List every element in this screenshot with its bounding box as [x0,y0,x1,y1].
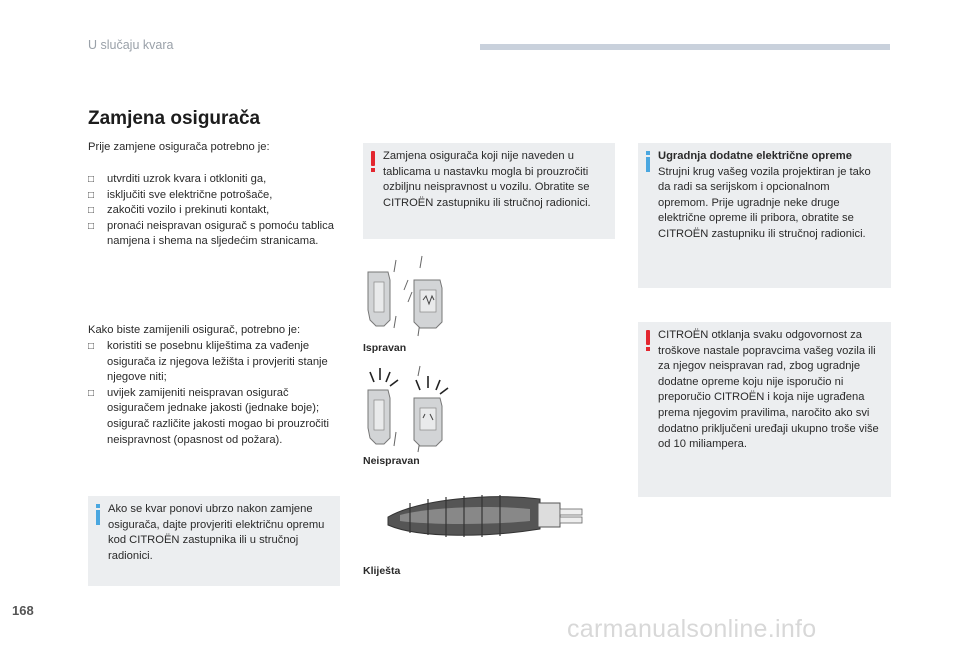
fuse-ok-illustration [362,250,462,340]
info-box-text: Ako se kvar ponovi ubrzo nakon zamjene osigurača, dajte provjeriti električnu opremu kod CITROËN zastupnika ili u stručnoj radionici. [108,503,325,562]
info-box [88,496,340,586]
caption-bad: Neispravan [363,455,420,467]
warning-box-text: CITROËN otklanja svaku odgovornost za troškove nastale popravcima vašeg vozila ili za njegov neispravan rad, zbog ugradnje dodatne opreme koju nije isporučio ni preporučio CITROËN i koja nije ugrađena prema njegovim pravilima, naročito ako svi dodatno priključeni uređaji ukupno troše više od 10 miliampera. [658,329,879,451]
warning-box [363,143,615,239]
warning-icon [645,330,651,351]
list-item: □ koristiti se posebnu kliještima za vađenje osigurača iz njegova ležišta i provjeriti stanje njegove niti; [88,339,338,386]
section-title: U slučaju kvara [88,38,174,52]
watermark: carmanualsonline.info [567,615,817,643]
page-title: Zamjena osigurača [88,108,261,129]
list-item: □ utvrditi uzrok kvara i otkloniti ga, [88,172,338,188]
warning-icon [370,151,376,172]
warning-box-liability [638,322,891,497]
info-box-title: Ugradnja dodatne električne opreme [658,150,852,162]
info-icon [95,504,101,525]
info-icon [645,151,651,172]
intro-text: Prije zamjene osigurača potrebno je: [88,141,270,153]
caption-ok: Ispravan [363,342,407,354]
steps-list [88,172,338,250]
warning-box-text: Zamjena osigurača koji nije naveden u tablicama u nastavku mogla bi prouzročiti ozbiljnu neispravnost u vozilu. Obratite se CITROËN zastupniku ili stručnoj radionici. [383,150,591,209]
list-item: □ pronaći neispravan osigurač s pomoću tablica namjena i shema na sljedećim stranicama. [88,219,338,250]
info-box-equipment [638,143,891,288]
info-box-text: Strujni krug vašeg vozila projektiran je tako da radi sa serijskom i opcionalnom opremom. Prije ugradnje neke druge električne opreme ili pribora, obratite se CITROËN zastupniku ili stručnoj radionici. [658,165,871,240]
page-number: 168 [12,603,34,618]
caption-pliers: Kliješta [363,565,401,577]
header-bar [480,44,890,50]
fuse-pliers-illustration [380,485,590,557]
intro2-text: Kako biste zamijenili osigurač, potrebno je: [88,324,301,336]
list-item: □ zakočiti vozilo i prekinuti kontakt, [88,203,338,219]
steps2-list [88,339,338,448]
fuse-blown-illustration [362,362,462,454]
list-item: □ isključiti sve električne potrošače, [88,188,338,204]
list-item: □ uvijek zamijeniti neispravan osigurač osiguračem jednake jakosti (jednake boje); osigurač različite jakosti mogao bi prouzročiti neispravnost (opasnost od požara). [88,386,338,448]
